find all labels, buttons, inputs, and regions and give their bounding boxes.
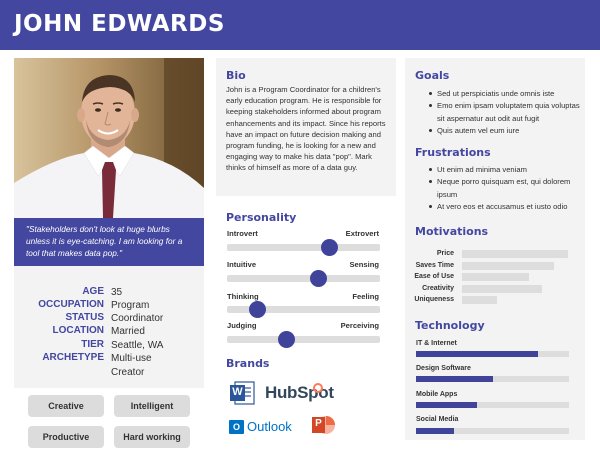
list-item: At vero eos et accusamus et iusto odio	[410, 201, 580, 213]
tech-label: Mobile Apps	[416, 391, 458, 398]
frustrations-list	[410, 164, 580, 214]
info-label: STATUS	[65, 312, 104, 323]
info-row-status	[14, 312, 204, 326]
tech-label: IT & Internet	[416, 340, 457, 347]
motivation-bar	[462, 262, 554, 270]
list-item: Emo enim ipsam voluptatem quia voluptas sit aspernatur aut odit aut fugit	[410, 100, 580, 125]
outlook-icon-letter: O	[232, 422, 240, 432]
info-row-archetype	[14, 352, 204, 366]
scale-left-label: Introvert	[227, 229, 258, 238]
slider-knob	[310, 270, 327, 287]
tech-bar-fill	[416, 402, 477, 408]
word-logo-letter: W	[232, 386, 243, 398]
bio-text: John is a Program Coordinator for a children's early education program. He is responsible for keeping stakeholders informed about program enhancements and its impact. Since his reports have an impact on future decision making and program funding, he is looking for a new and engaging way to make his data "pop". Mark thinks of himself as more of a data guy.	[226, 85, 386, 173]
scale-right-label: Sensing	[349, 260, 379, 269]
scale-left-label: Intuitive	[227, 260, 257, 269]
info-panel	[14, 266, 204, 388]
personality-slider-thinking-feeling	[227, 306, 380, 313]
info-label: LOCATION	[52, 325, 104, 336]
motivation-bar	[462, 285, 542, 293]
hubspot-logo	[265, 382, 334, 404]
scale-left-label: Judging	[227, 321, 257, 330]
slider-knob	[321, 239, 338, 256]
tech-bar-fill	[416, 376, 493, 382]
slider-knob	[249, 301, 266, 318]
trait-creative: Creative	[28, 395, 104, 417]
info-row-archetype-cont	[14, 366, 204, 380]
trait-hard-working: Hard working	[114, 426, 190, 448]
scale-left-label: Thinking	[227, 292, 259, 301]
hubspot-sprocket-icon	[313, 383, 323, 393]
outlook-wordmark: Outlook	[247, 419, 292, 434]
info-label: TIER	[81, 339, 104, 350]
powerpoint-logo-icon	[311, 413, 335, 437]
powerpoint-logo-letter: P	[315, 418, 322, 429]
tech-bar-design-software	[416, 376, 569, 382]
info-value: Multi-use	[111, 353, 152, 364]
info-label: ARCHETYPE	[42, 352, 104, 363]
tech-bar-fill	[416, 428, 454, 434]
header-bar	[0, 0, 600, 50]
scale-right-label: Extrovert	[345, 229, 379, 238]
brands-title: Brands	[226, 357, 270, 370]
hubspot-wordmark: HubSpot	[265, 383, 334, 402]
info-value: 35	[111, 287, 123, 298]
info-label: OCCUPATION	[38, 299, 104, 310]
info-label: AGE	[82, 286, 104, 297]
tech-label: Social Media	[416, 416, 459, 423]
list-item: Quis autem vel eum iure	[410, 125, 580, 137]
info-value: Program	[111, 300, 150, 311]
bio-panel	[216, 58, 396, 196]
motivation-bar	[462, 273, 529, 281]
list-item: Sed ut perspiciatis unde omnis iste	[410, 88, 580, 100]
persona-quote: "Stakeholders don't look at huge blurbs unless it is eye-catching. I am looking for a tool that makes data pop."	[14, 218, 204, 266]
motivation-label: Ease of Use	[414, 273, 454, 280]
trait-intelligent: Intelligent	[114, 395, 190, 417]
frustrations-title: Frustrations	[415, 146, 491, 159]
outlook-logo	[229, 417, 299, 437]
personality-slider-intuitive-sensing	[227, 275, 380, 282]
tech-bar-fill	[416, 351, 538, 357]
scale-right-label: Feeling	[352, 292, 379, 301]
info-value: Creator	[111, 367, 145, 378]
info-value: Seattle, WA	[111, 340, 164, 351]
info-row-tier	[14, 339, 204, 353]
motivation-bar	[462, 250, 568, 258]
info-row-occupation	[14, 299, 204, 313]
personality-slider-judging-perceiving	[227, 336, 380, 343]
motivation-bar	[462, 296, 497, 304]
slider-knob	[278, 331, 295, 348]
bio-title: Bio	[226, 69, 246, 82]
goals-list	[410, 88, 580, 138]
tech-bar-it-internet	[416, 351, 569, 357]
motivation-label: Uniqueness	[414, 296, 454, 303]
motivations-title: Motivations	[415, 225, 489, 238]
tech-label: Design Software	[416, 365, 471, 372]
motivation-label: Price	[436, 250, 454, 257]
word-logo-icon	[229, 380, 255, 406]
goals-title: Goals	[415, 69, 450, 82]
persona-photo	[14, 58, 204, 218]
motivation-label: Saves Time	[415, 262, 454, 269]
scale-right-label: Perceiving	[340, 321, 379, 330]
list-item: Neque porro quisquam est, qui dolorem ipsum	[410, 176, 580, 201]
info-value: Coordinator	[111, 313, 164, 324]
personality-slider-introvert-extrovert	[227, 244, 380, 251]
technology-title: Technology	[415, 319, 485, 332]
personality-title: Personality	[226, 211, 297, 224]
info-row-age	[14, 286, 204, 300]
info-value: Married	[111, 326, 145, 337]
info-row-location	[14, 325, 204, 339]
trait-productive: Productive	[28, 426, 104, 448]
persona-name: JOHN EDWARDS	[14, 11, 225, 37]
list-item: Ut enim ad minima veniam	[410, 164, 580, 176]
motivation-label: Creativity	[422, 285, 454, 292]
tech-bar-social-media	[416, 428, 569, 434]
tech-bar-mobile-apps	[416, 402, 569, 408]
